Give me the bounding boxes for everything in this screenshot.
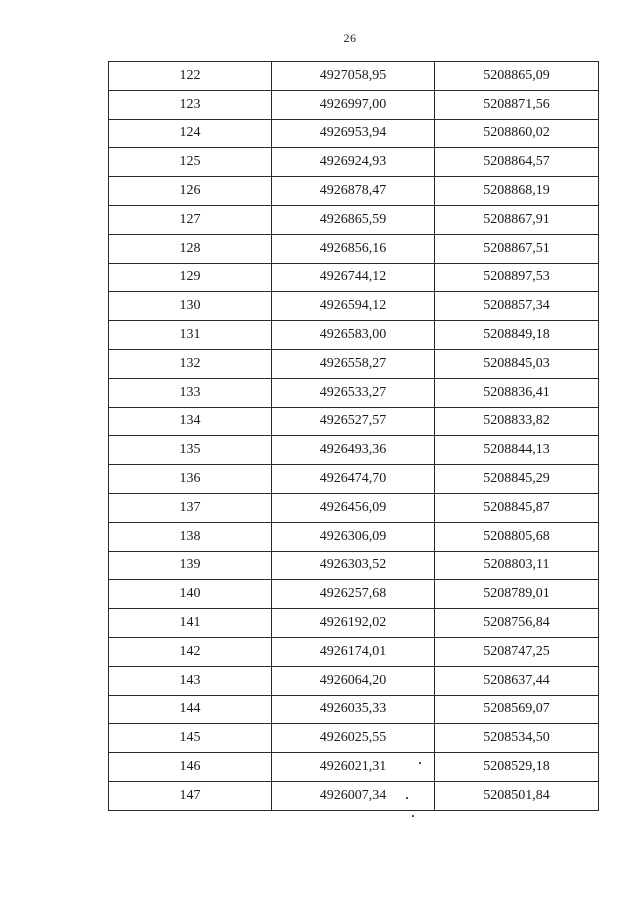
point-number-cell: 144 — [109, 695, 272, 724]
point-number-cell: 131 — [109, 321, 272, 350]
y-coordinate-cell: 5208864,57 — [435, 148, 599, 177]
x-coordinate-cell: 4926594,12 — [272, 292, 435, 321]
table-row — [109, 263, 599, 292]
x-coordinate-cell: 4926856,16 — [272, 234, 435, 263]
point-number-cell: 130 — [109, 292, 272, 321]
y-coordinate-cell: 5208844,13 — [435, 436, 599, 465]
table-row — [109, 666, 599, 695]
y-coordinate-cell: 5208871,56 — [435, 90, 599, 119]
table-row — [109, 753, 599, 782]
x-coordinate-cell: 4926583,00 — [272, 321, 435, 350]
y-coordinate-cell: 5208868,19 — [435, 177, 599, 206]
y-coordinate-cell: 5208897,53 — [435, 263, 599, 292]
x-coordinate-cell: 4926306,09 — [272, 522, 435, 551]
x-coordinate-cell: 4926953,94 — [272, 119, 435, 148]
point-number-cell: 135 — [109, 436, 272, 465]
x-coordinate-cell: 4926533,27 — [272, 378, 435, 407]
y-coordinate-cell: 5208845,29 — [435, 465, 599, 494]
x-coordinate-cell: 4926878,47 — [272, 177, 435, 206]
point-number-cell: 143 — [109, 666, 272, 695]
point-number-cell: 145 — [109, 724, 272, 753]
scan-speck — [419, 762, 421, 764]
table-row — [109, 90, 599, 119]
x-coordinate-cell: 4926744,12 — [272, 263, 435, 292]
y-coordinate-cell: 5208501,84 — [435, 781, 599, 810]
table-row — [109, 580, 599, 609]
y-coordinate-cell: 5208747,25 — [435, 637, 599, 666]
point-number-cell: 139 — [109, 551, 272, 580]
y-coordinate-cell: 5208845,03 — [435, 349, 599, 378]
y-coordinate-cell: 5208569,07 — [435, 695, 599, 724]
table-row — [109, 465, 599, 494]
point-number-cell: 142 — [109, 637, 272, 666]
y-coordinate-cell: 5208637,44 — [435, 666, 599, 695]
y-coordinate-cell: 5208529,18 — [435, 753, 599, 782]
table-row — [109, 493, 599, 522]
table-row — [109, 407, 599, 436]
x-coordinate-cell: 4926924,93 — [272, 148, 435, 177]
point-number-cell: 138 — [109, 522, 272, 551]
x-coordinate-cell: 4926257,68 — [272, 580, 435, 609]
table-row — [109, 62, 599, 91]
x-coordinate-cell: 4927058,95 — [272, 62, 435, 91]
point-number-cell: 146 — [109, 753, 272, 782]
point-number-cell: 125 — [109, 148, 272, 177]
table-row — [109, 724, 599, 753]
x-coordinate-cell: 4926025,55 — [272, 724, 435, 753]
point-number-cell: 129 — [109, 263, 272, 292]
table-row — [109, 551, 599, 580]
y-coordinate-cell: 5208867,51 — [435, 234, 599, 263]
x-coordinate-cell: 4926021,31 — [272, 753, 435, 782]
point-number-cell: 132 — [109, 349, 272, 378]
point-number-cell: 123 — [109, 90, 272, 119]
table-row — [109, 637, 599, 666]
table-row — [109, 378, 599, 407]
point-number-cell: 136 — [109, 465, 272, 494]
y-coordinate-cell: 5208789,01 — [435, 580, 599, 609]
point-number-cell: 124 — [109, 119, 272, 148]
point-number-cell: 140 — [109, 580, 272, 609]
table-row — [109, 436, 599, 465]
y-coordinate-cell: 5208865,09 — [435, 62, 599, 91]
x-coordinate-cell: 4926174,01 — [272, 637, 435, 666]
point-number-cell: 134 — [109, 407, 272, 436]
y-coordinate-cell: 5208534,50 — [435, 724, 599, 753]
x-coordinate-cell: 4926303,52 — [272, 551, 435, 580]
point-number-cell: 133 — [109, 378, 272, 407]
point-number-cell: 122 — [109, 62, 272, 91]
y-coordinate-cell: 5208756,84 — [435, 609, 599, 638]
coordinates-table-body — [109, 62, 599, 811]
point-number-cell: 141 — [109, 609, 272, 638]
y-coordinate-cell: 5208867,91 — [435, 205, 599, 234]
table-row — [109, 695, 599, 724]
y-coordinate-cell: 5208845,87 — [435, 493, 599, 522]
y-coordinate-cell: 5208836,41 — [435, 378, 599, 407]
point-number-cell: 127 — [109, 205, 272, 234]
x-coordinate-cell: 4926558,27 — [272, 349, 435, 378]
point-number-cell: 147 — [109, 781, 272, 810]
x-coordinate-cell: 4926064,20 — [272, 666, 435, 695]
table-row — [109, 119, 599, 148]
scan-speck — [406, 797, 408, 799]
point-number-cell: 128 — [109, 234, 272, 263]
table-row — [109, 205, 599, 234]
table-row — [109, 292, 599, 321]
x-coordinate-cell: 4926493,36 — [272, 436, 435, 465]
x-coordinate-cell: 4926456,09 — [272, 493, 435, 522]
x-coordinate-cell: 4926865,59 — [272, 205, 435, 234]
y-coordinate-cell: 5208803,11 — [435, 551, 599, 580]
y-coordinate-cell: 5208849,18 — [435, 321, 599, 350]
y-coordinate-cell: 5208860,02 — [435, 119, 599, 148]
y-coordinate-cell: 5208833,82 — [435, 407, 599, 436]
page-number: 26 — [343, 31, 357, 45]
table-row — [109, 321, 599, 350]
point-number-cell: 126 — [109, 177, 272, 206]
x-coordinate-cell: 4926192,02 — [272, 609, 435, 638]
point-number-cell: 137 — [109, 493, 272, 522]
table-row — [109, 609, 599, 638]
x-coordinate-cell: 4926035,33 — [272, 695, 435, 724]
table-row — [109, 234, 599, 263]
x-coordinate-cell: 4926997,00 — [272, 90, 435, 119]
y-coordinate-cell: 5208805,68 — [435, 522, 599, 551]
table-row — [109, 522, 599, 551]
table-row — [109, 177, 599, 206]
y-coordinate-cell: 5208857,34 — [435, 292, 599, 321]
table-row — [109, 148, 599, 177]
table-row — [109, 781, 599, 810]
table-row — [109, 349, 599, 378]
coordinates-table — [108, 61, 599, 811]
scan-speck — [412, 815, 414, 817]
x-coordinate-cell: 4926527,57 — [272, 407, 435, 436]
x-coordinate-cell: 4926007,34 — [272, 781, 435, 810]
x-coordinate-cell: 4926474,70 — [272, 465, 435, 494]
